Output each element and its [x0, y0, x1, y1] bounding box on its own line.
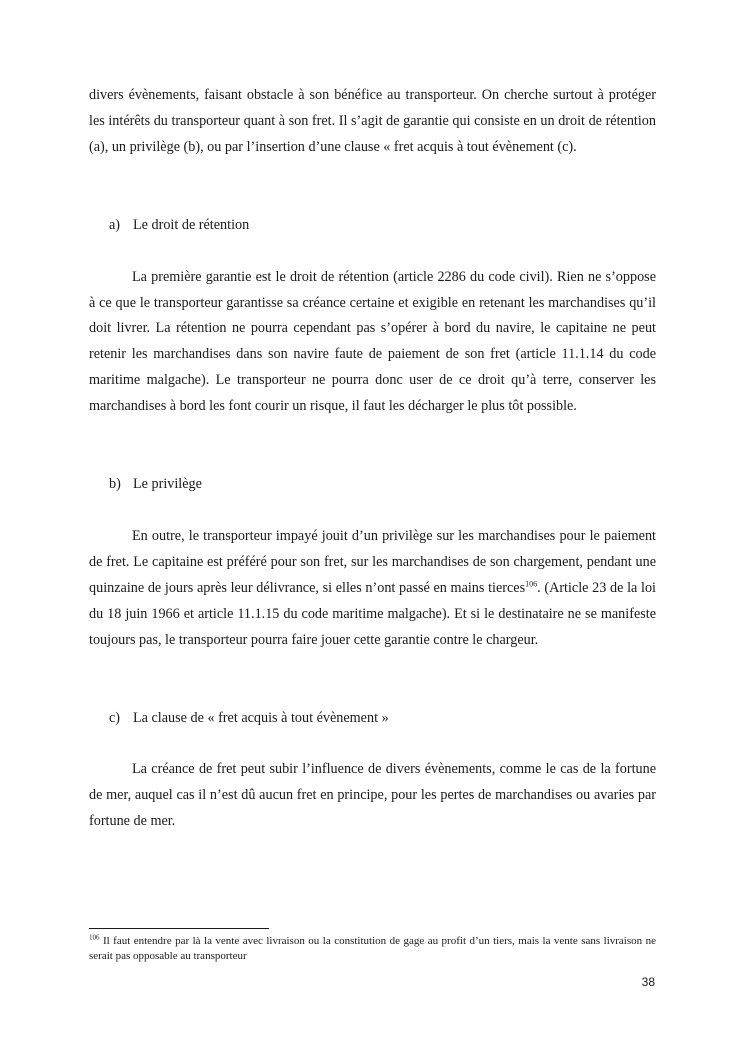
- page-body: [89, 83, 656, 835]
- section-b-text-start: En outre, le transporteur impayé jouit d’un privilège sur les marchandises pour le paiement de fret. Le capitaine est préféré pour son fret, sur les marchandises de son chargement, pendant une quinzaine de jours après leur délivrance, si elles n’ont passé en mains tierces: [89, 527, 656, 596]
- section-a-paragraph: La première garantie est le droit de rétention (article 2286 du code civil). Rien ne s’oppose à ce que le transporteur garantisse sa créance certaine et exigible en retenant les marchandises qu’il doit livrer. La rétention ne pourra cependant pas s’opérer à bord du navire, le capitaine ne peut retenir les marchandises dans son navire faute de paiement de son fret (article 11.1.14 du code maritime malgache). Le transporteur ne pourra donc user de ce droit qu’à terre, conserver les marchandises à bord les font courir un risque, il faut les décharger le plus tôt possible.: [89, 268, 656, 415]
- section-c-title: La clause de « fret acquis à tout évènement »: [133, 709, 389, 726]
- intro-paragraph: divers évènements, faisant obstacle à son bénéfice au transporteur. On cherche surtout à protéger les intérêts du transporteur quant à son fret. Il s’agit de garantie qui consiste en un droit de rétention (a), un privilège (b), ou par l’insertion d’une clause « fret acquis à tout évènement (c).: [89, 87, 656, 155]
- footnote-reference[interactable]: 106: [525, 579, 538, 589]
- section-b-marker: b): [109, 476, 121, 493]
- section-b-paragraph: [89, 524, 656, 654]
- section-a-marker: a): [109, 216, 121, 233]
- footnote-separator: [89, 928, 269, 929]
- footnote-number: 106: [89, 933, 100, 942]
- section-b-text-end: . (Article 23 de la loi du 18 juin 1966 et article 11.1.15 du code maritime malgache). Et si le destinataire ne se manifeste toujours pas, le transporteur pourra faire jouer cette garantie contre le chargeur.: [89, 579, 656, 648]
- section-a-heading: [89, 213, 656, 239]
- section-b-heading: [89, 472, 656, 498]
- footnote-text: Il faut entendre par là la vente avec livraison ou la constitution de gage au profit d’un tiers, mais la vente sans livraison ne serait pas opposable au transporteur: [89, 935, 656, 962]
- page-number: 38: [641, 975, 655, 989]
- section-b-title: Le privilège: [133, 476, 202, 493]
- footnote: [89, 934, 656, 963]
- section-c-paragraph: La créance de fret peut subir l’influence de divers évènements, comme le cas de la fortune de mer, auquel cas il n’est dû aucun fret en principe, pour les pertes de marchandises ou avaries par fortune de mer.: [89, 761, 656, 830]
- section-a-title: Le droit de rétention: [133, 216, 250, 233]
- section-c-heading: [89, 706, 656, 732]
- section-c-marker: c): [109, 709, 121, 726]
